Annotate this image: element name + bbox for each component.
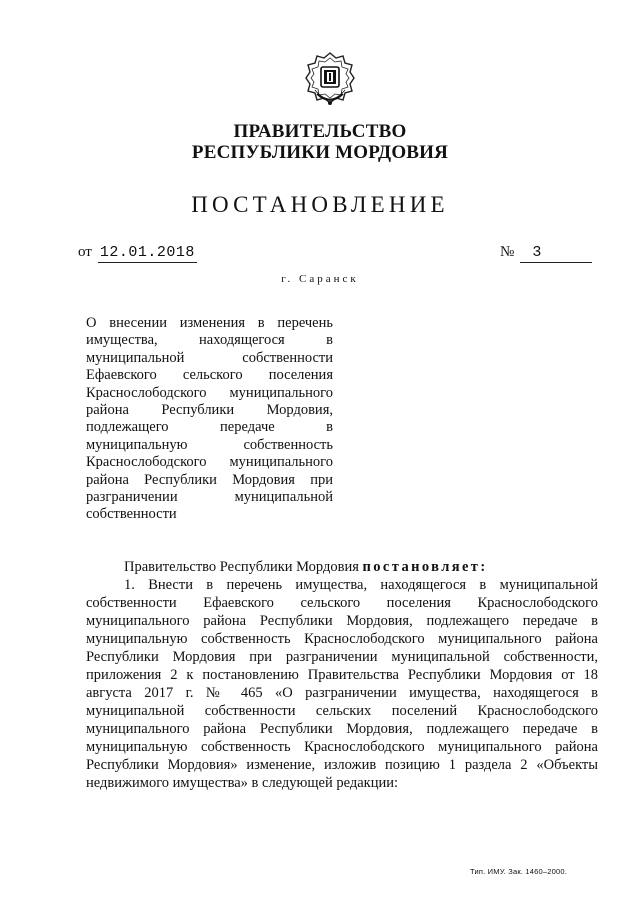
number-value: 3 (520, 244, 592, 263)
subject-heading: О внесении изменения в перечень имущества, находящегося в муниципальной собственности Ефаевского сельского поселения Краснослободского муниципального района Республики Мордовия, подлежащего передаче в муниципальную собственность Краснослободского муниципального района Республики Мордовия при разграничении муниципальной собственности (86, 315, 333, 523)
government-title-line1: ПРАВИТЕЛЬСТВО (233, 121, 407, 142)
paragraph-1: 1. Внести в перечень имущества, находящегося в муниципальной собственности Ефаевского сельского поселения Краснослободского муниципального района Республики Мордовия, подлежащего передаче в муниципальную собственность Краснослободского муниципального района Республики Мордовия при разграничении муниципальной собственности, приложения 2 к постановлению Правительства Республики Мордовия от 18 августа 2017 г. № 465 «О разграничении имущества, находящегося в муниципальной собственности сельских поселений Краснослободского муниципального района Республики Мордовия, подлежащего передаче в муниципальную собственность Краснослободского муниципального района Республики Мордовия» изменение, изложив позицию 1 раздела 2 «Объекты недвижимого имущества» в следующей редакции: (86, 577, 598, 791)
number-prefix: № (500, 244, 515, 260)
print-mark: Тип. ИМУ. Зак. 1460–2000. (470, 867, 568, 876)
intro-text: Правительство Республики Мордовия (124, 559, 363, 575)
number-field (500, 243, 592, 263)
coat-of-arms-icon (303, 50, 357, 110)
date-prefix: от (78, 244, 92, 260)
date-field (78, 243, 197, 263)
city-label: г. Саранск (281, 273, 359, 285)
body-text (86, 558, 598, 792)
date-value: 12.01.2018 (99, 244, 195, 261)
government-title-line2: РЕСПУБЛИКИ МОРДОВИЯ (191, 142, 449, 163)
decree-word: постановляет: (362, 559, 488, 575)
document-type-heading: ПОСТАНОВЛЕНИЕ (191, 192, 449, 217)
intro-paragraph (86, 558, 598, 576)
